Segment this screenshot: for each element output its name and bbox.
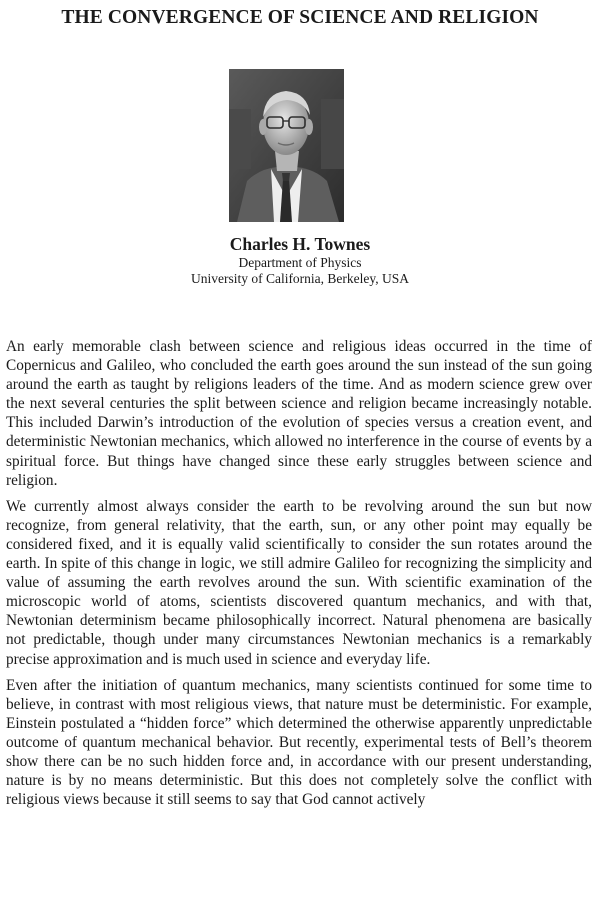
author-block <box>0 233 600 287</box>
article-title: THE CONVERGENCE OF SCIENCE AND RELIGION <box>61 7 539 28</box>
author-name: Charles H. Townes <box>229 234 371 254</box>
article-body <box>6 337 592 816</box>
paragraph: Even after the initiation of quantum mechanics, many scientists continued for some time to believe, in contrast with most religious views, that nature must be deterministic. For example, Einstein postulated a “hidden force” which determined the otherwise apparently unpredictable outcome of quantum mechanical behavior. But recently, experimental tests of Bell’s theorem show there can be no such hidden force and, in accordance with our present understanding, nature is by no means deterministic. But this does not completely solve the conflict with religious views because it still seems to say that God cannot actively <box>6 676 592 809</box>
author-photo <box>229 69 344 222</box>
paragraph: An early memorable clash between science and religious ideas occurred in the time of Copernicus and Galileo, who concluded the earth goes around the sun instead of the sun going around the earth as taught by religions leaders of the time. And as modern science grew over the next several centuries the split between science and religion became increasingly notable. This included Darwin’s introduction of the evolution of species versus a creation event, and deterministic Newtonian mechanics, which allowed no interference in the course of events by a spiritual force. But things have changed since these early struggles between science and religion. <box>6 338 592 489</box>
paragraph: We currently almost always consider the earth to be revolving around the sun but now recognize, from general relativity, that the earth, sun, or any other point may equally be considered fixed, and it is equally valid scientifically to consider the sun rotates around the earth. In spite of this change in logic, we still admire Galileo for recognizing the simplicity and value of assuming the earth revolves around the sun. With scientific examination of the microscopic world of atoms, scientists discovered quantum mechanics, and with that, Newtonian determinism became philosophically incorrect. Natural phenomena are basically not predictable, though under many circumstances Newtonian mechanics is a remarkably precise approximation and is much used in science and everyday life. <box>6 497 592 668</box>
author-institution: University of California, Berkeley, USA <box>190 271 410 286</box>
author-portrait-icon <box>229 69 344 222</box>
author-department: Department of Physics <box>238 255 362 270</box>
